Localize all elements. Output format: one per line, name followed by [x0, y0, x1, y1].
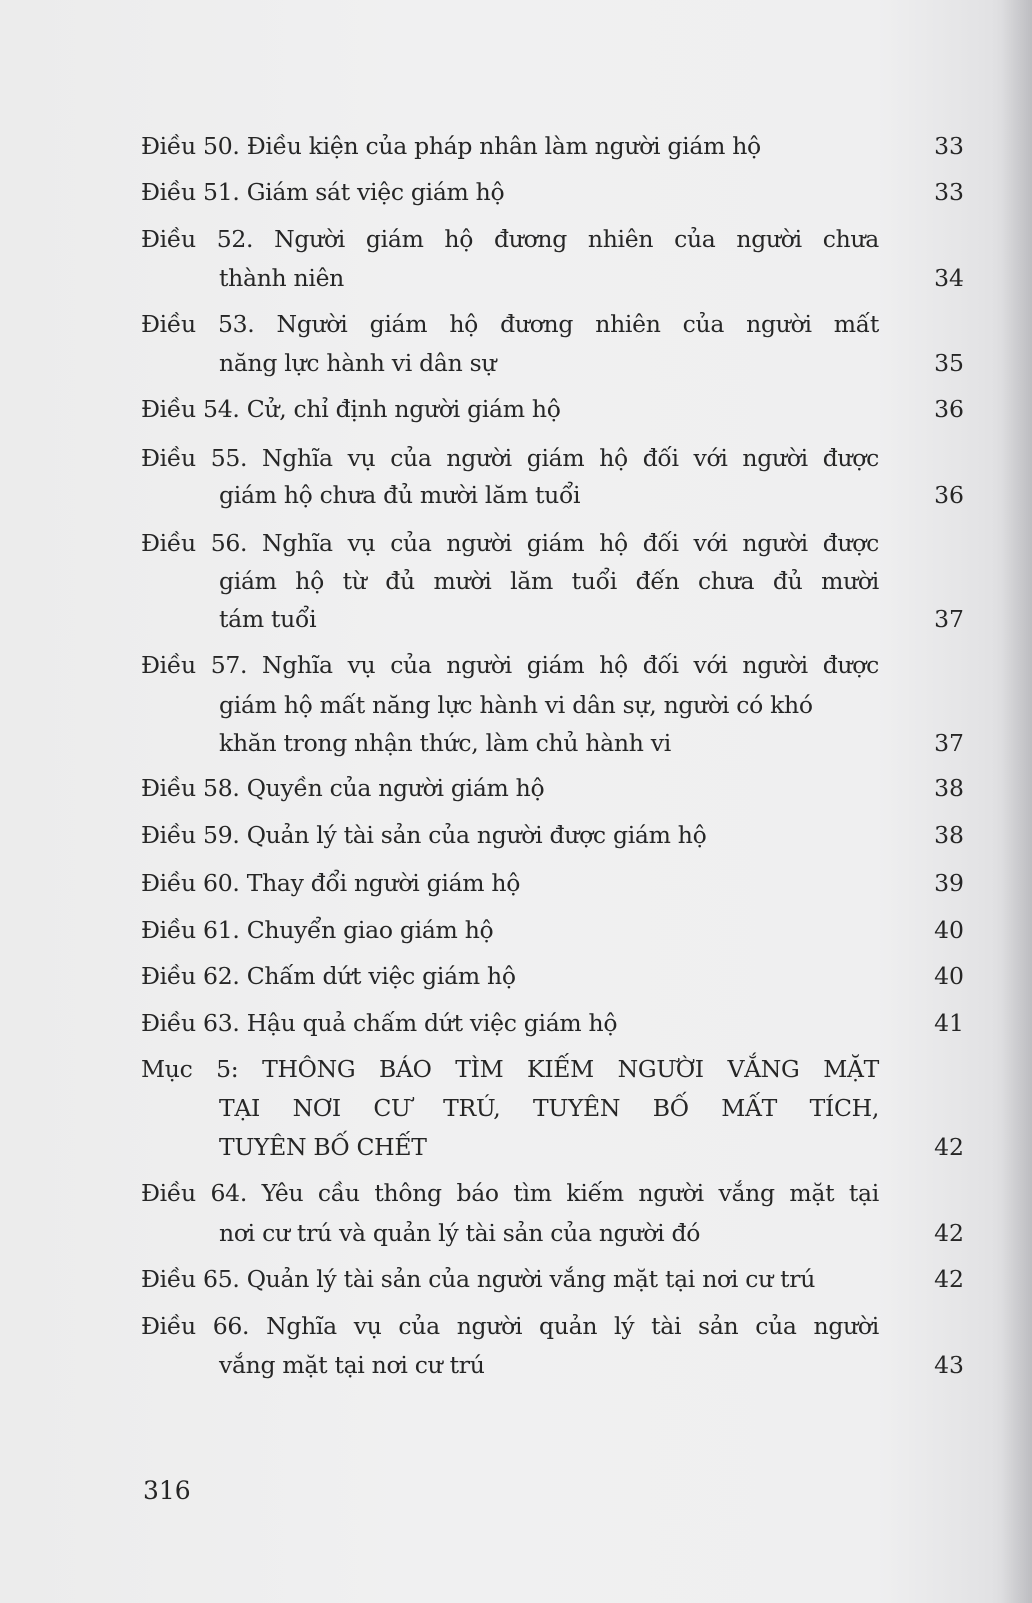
toc-entry-title: Điều 58. Quyền của người giám hộ — [141, 774, 545, 802]
toc-entry-title-cont: vắng mặt tại nơi cư trú — [219, 1351, 485, 1379]
toc-entry-title: Điều 54. Cử, chỉ định người giám hộ — [141, 395, 561, 423]
toc-page-number: 40 — [934, 962, 964, 990]
toc-page-number: 33 — [934, 132, 964, 160]
toc-entry-title: Điều 66. Nghĩa vụ của người quản lý tài sản của người — [141, 1312, 879, 1340]
toc-entry-title-cont: năng lực hành vi dân sự — [219, 349, 497, 377]
toc-page-number: 35 — [934, 349, 964, 377]
toc-entry-title: Điều 65. Quản lý tài sản của người vắng mặt tại nơi cư trú — [141, 1265, 816, 1293]
toc-entry-title: Điều 53. Người giám hộ đương nhiên của người mất — [141, 310, 879, 338]
toc-page-number: 37 — [934, 605, 964, 633]
toc-page-number: 42 — [934, 1265, 964, 1293]
toc-page-number: 36 — [934, 395, 964, 423]
toc-page-number: 40 — [934, 916, 964, 944]
toc-page-number: 37 — [934, 729, 964, 757]
toc-entry-title-cont: giám hộ chưa đủ mười lăm tuổi — [219, 481, 581, 509]
toc-page-number: 33 — [934, 178, 964, 206]
toc-entry-title: Điều 62. Chấm dứt việc giám hộ — [141, 962, 516, 990]
toc-entry-title: Điều 55. Nghĩa vụ của người giám hộ đối với người được — [141, 444, 879, 472]
toc-entry-title: Điều 59. Quản lý tài sản của người được giám hộ — [141, 821, 707, 849]
toc-entry-title-cont: giám hộ từ đủ mười lăm tuổi đến chưa đủ mười — [219, 567, 879, 595]
toc-page-number: 42 — [934, 1219, 964, 1247]
section-heading-title-cont: TẠI NƠI CƯ TRÚ, TUYÊN BỐ MẤT TÍCH, — [219, 1094, 879, 1122]
section-heading-title: Mục 5: THÔNG BÁO TÌM KIẾM NGƯỜI VẮNG MẶT — [141, 1055, 879, 1083]
toc-entry-title: Điều 64. Yêu cầu thông báo tìm kiếm người vắng mặt tại — [141, 1179, 879, 1207]
toc-page-number: 43 — [934, 1351, 964, 1379]
toc-entry-title: Điều 57. Nghĩa vụ của người giám hộ đối với người được — [141, 651, 879, 679]
toc-page-number: 38 — [934, 774, 964, 802]
toc-entry-title: Điều 60. Thay đổi người giám hộ — [141, 869, 521, 897]
toc-entry-title-cont: nơi cư trú và quản lý tài sản của người đó — [219, 1219, 701, 1247]
toc-page-number: 42 — [934, 1133, 964, 1161]
toc-entry-title: Điều 61. Chuyển giao giám hộ — [141, 916, 494, 944]
toc-entry-title-cont: khăn trong nhận thức, làm chủ hành vi — [219, 729, 671, 757]
toc-page-number: 34 — [934, 264, 964, 292]
toc-entry-title: Điều 56. Nghĩa vụ của người giám hộ đối với người được — [141, 529, 879, 557]
page-gutter-shadow — [1002, 0, 1032, 1603]
toc-entry-title: Điều 63. Hậu quả chấm dứt việc giám hộ — [141, 1009, 618, 1037]
toc-entry-title-cont: tám tuổi — [219, 605, 317, 633]
toc-page-number: 41 — [934, 1009, 964, 1037]
toc-entry-title: Điều 52. Người giám hộ đương nhiên của người chưa — [141, 225, 879, 253]
section-heading-title-cont: TUYÊN BỐ CHẾT — [219, 1133, 427, 1161]
toc-entry-title-cont: thành niên — [219, 264, 345, 292]
toc-entry-title: Điều 51. Giám sát việc giám hộ — [141, 178, 505, 206]
toc-page-number: 38 — [934, 821, 964, 849]
toc-page-number: 36 — [934, 481, 964, 509]
toc-entry-title-cont: giám hộ mất năng lực hành vi dân sự, người có khó — [219, 691, 813, 719]
toc-entry-title: Điều 50. Điều kiện của pháp nhân làm người giám hộ — [141, 132, 761, 160]
toc-page-number: 39 — [934, 869, 964, 897]
page-folio-number: 316 — [143, 1476, 191, 1505]
